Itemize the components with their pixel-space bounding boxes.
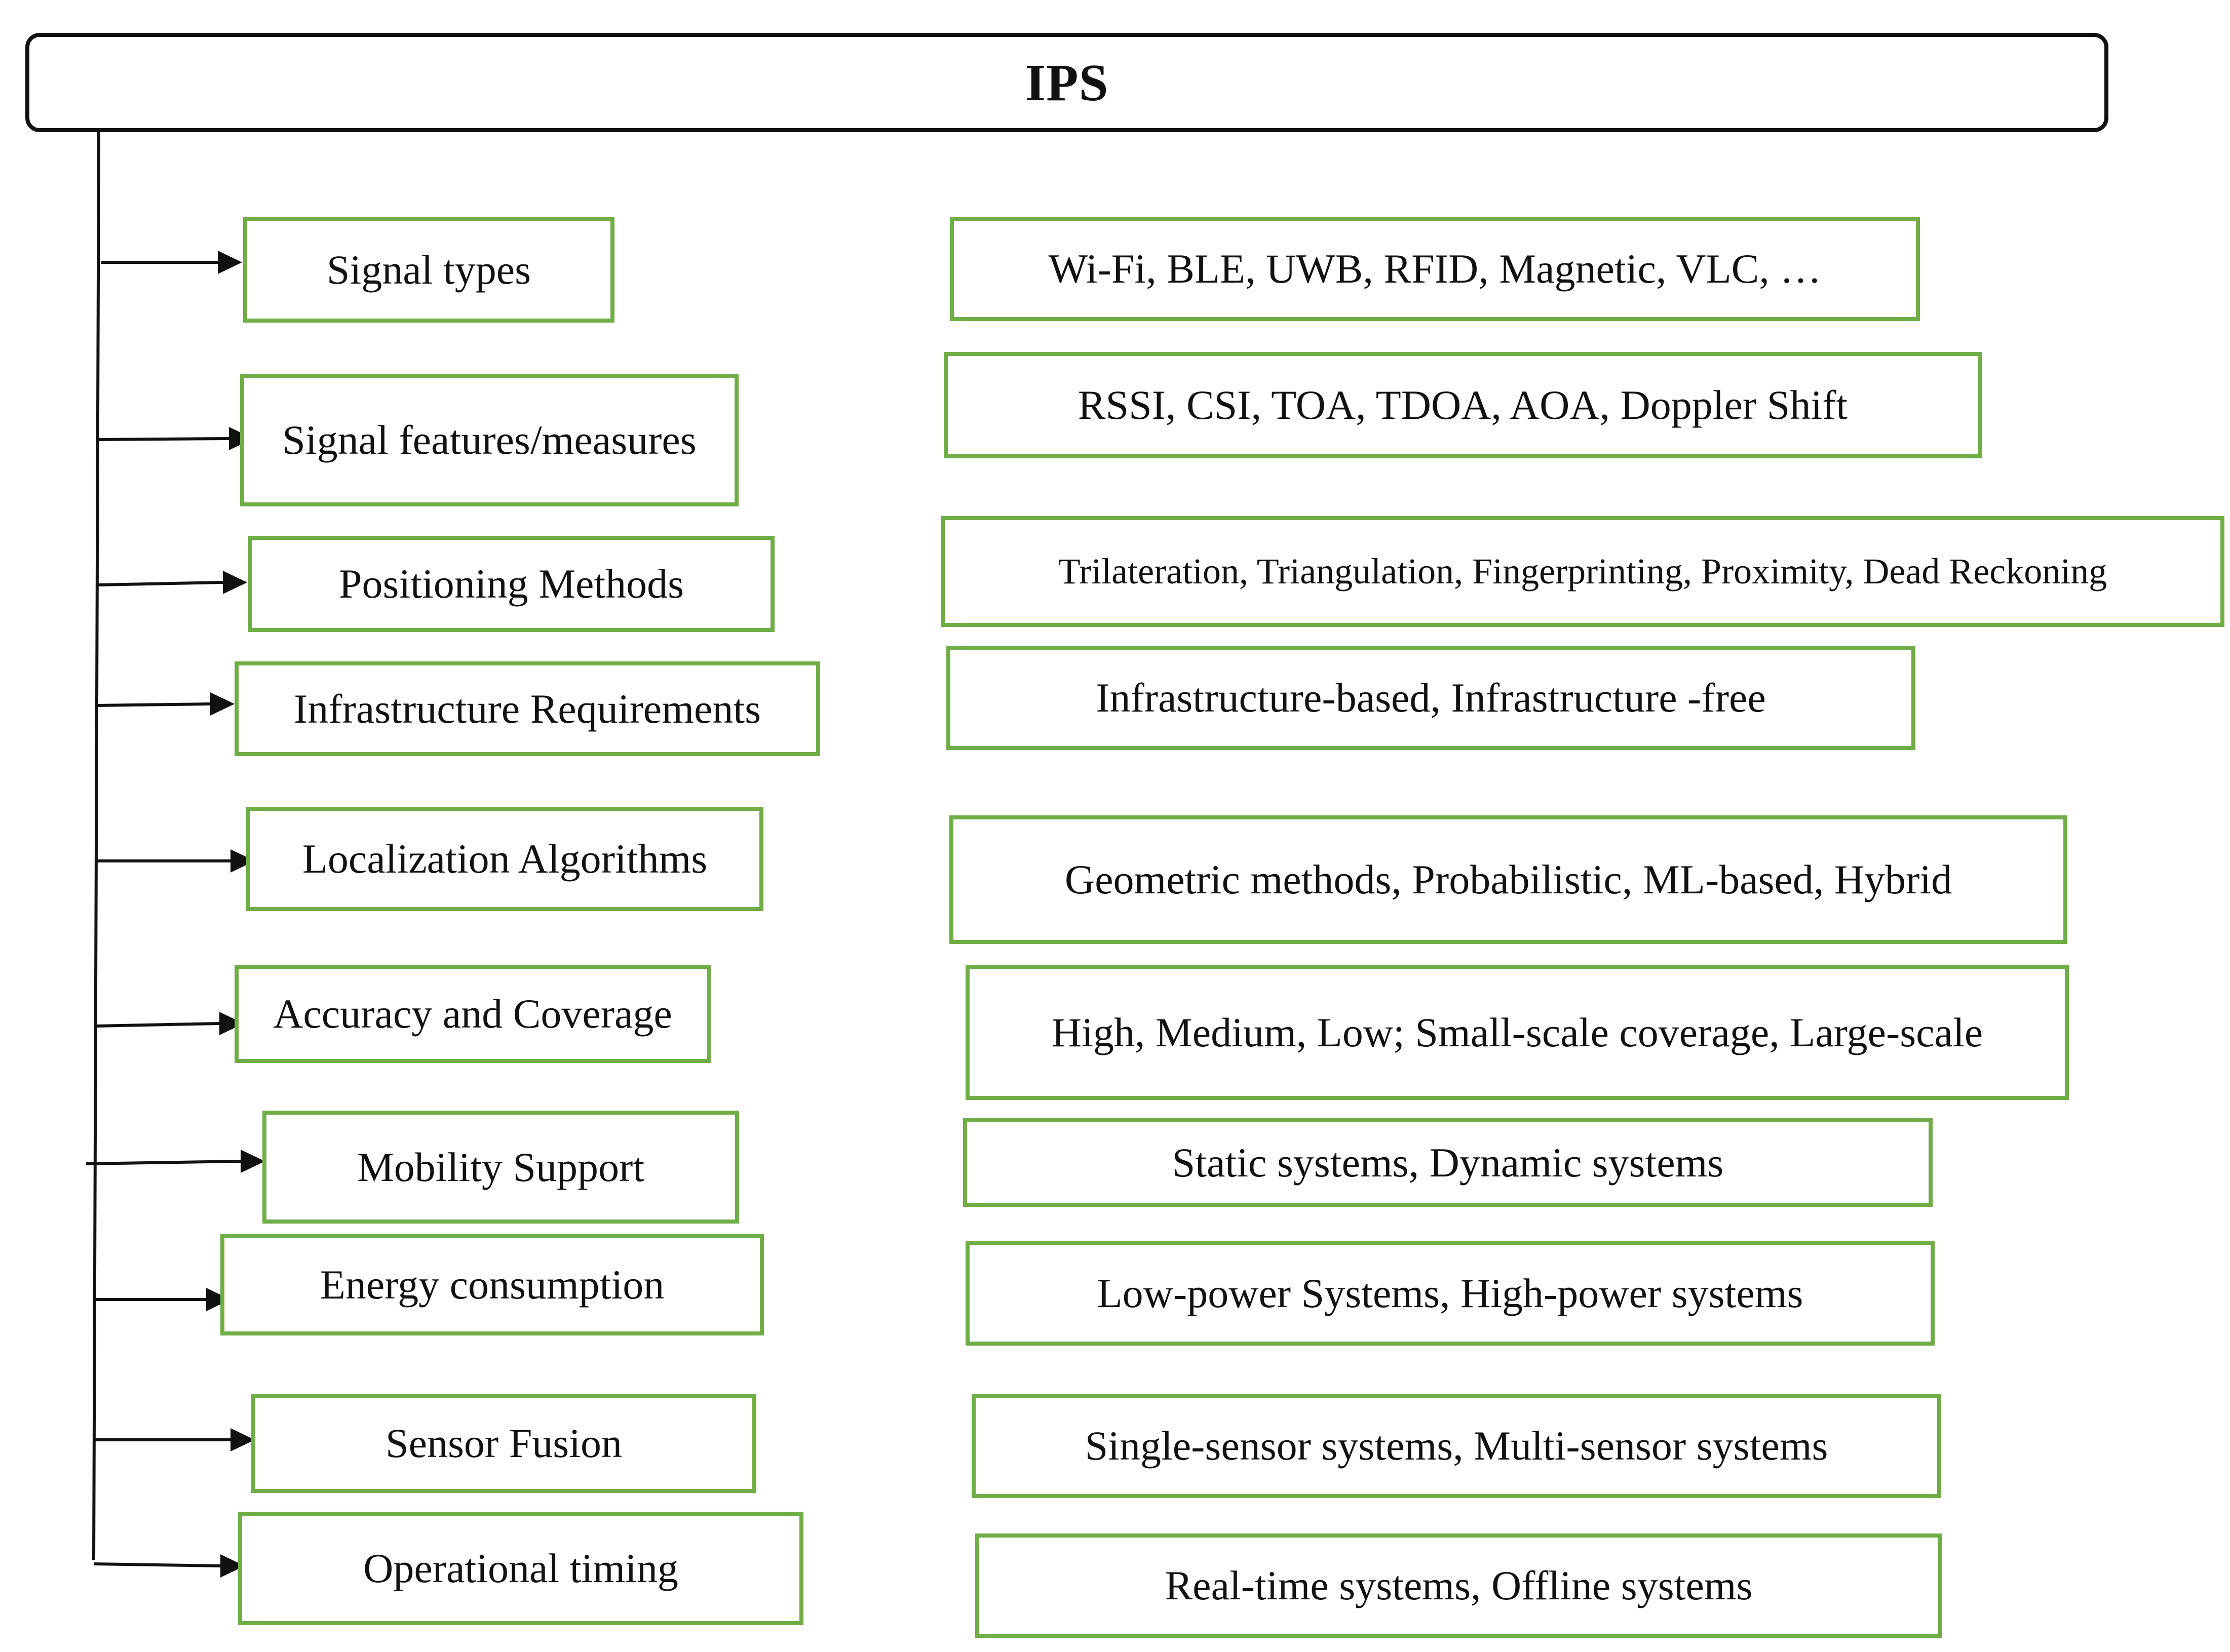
category-box-mobility-support	[262, 1111, 739, 1224]
values-label: Single-sensor systems, Multi-sensor systems	[1085, 1423, 1828, 1469]
values-box-operational-timing	[975, 1533, 1942, 1638]
values-box-signal-features	[944, 352, 1982, 458]
category-box-infrastructure-requirements	[235, 661, 820, 756]
values-label: Low-power Systems, High-power systems	[1097, 1270, 1803, 1316]
category-box-localization-algorithms	[246, 807, 763, 911]
branch-arrow-2	[98, 427, 253, 450]
category-label: Signal types	[326, 246, 531, 293]
category-label: Infrastructure Requirements	[293, 685, 761, 732]
values-box-infrastructure-requirements	[946, 646, 1915, 750]
category-box-operational-timing	[238, 1512, 803, 1625]
values-box-signal-types	[950, 217, 1920, 321]
values-box-mobility-support	[963, 1118, 1933, 1207]
category-label: Sensor Fusion	[385, 1420, 622, 1466]
category-box-signal-types	[243, 217, 614, 323]
branch-arrow-6	[95, 1012, 244, 1035]
root-title: IPS	[1025, 53, 1109, 112]
category-label: Positioning Methods	[338, 561, 684, 607]
values-label: Trilateration, Triangulation, Fingerprinting, Proximity, Dead Reckoning	[1058, 551, 2107, 592]
branch-arrow-7	[86, 1150, 265, 1173]
values-box-localization-algorithms	[949, 815, 2067, 944]
values-label: High, Medium, Low; Small-scale coverage, Large-scale	[1051, 1009, 1983, 1055]
values-label: Infrastructure-based, Infrastructure -free	[1096, 675, 1766, 721]
values-label: Real-time systems, Offline systems	[1165, 1562, 1753, 1608]
values-box-sensor-fusion	[972, 1394, 1941, 1498]
values-box-positioning-methods	[941, 516, 2224, 627]
branch-arrow-10	[94, 1554, 245, 1578]
category-label: Accuracy and Coverage	[273, 991, 672, 1037]
branch-arrow-5	[96, 849, 255, 873]
values-box-energy-consumption	[966, 1241, 1935, 1346]
branch-arrow-9	[94, 1428, 255, 1451]
category-label: Energy consumption	[320, 1261, 665, 1308]
values-label: Static systems, Dynamic systems	[1172, 1139, 1724, 1186]
values-label: Wi-Fi, BLE, UWB, RFID, Magnetic, VLC, …	[1048, 246, 1822, 292]
category-box-positioning-methods	[248, 536, 775, 632]
branch-arrow-3	[96, 571, 247, 594]
category-label: Localization Algorithms	[302, 836, 708, 882]
category-box-energy-consumption	[220, 1234, 764, 1335]
values-label: Geometric methods, Probabilistic, ML-based, Hybrid	[1064, 856, 1952, 902]
category-label: Mobility Support	[357, 1144, 645, 1190]
category-label: Operational timing	[363, 1545, 678, 1591]
category-box-sensor-fusion	[251, 1394, 756, 1493]
values-label: RSSI, CSI, TOA, TDOA, AOA, Doppler Shift	[1078, 382, 1848, 428]
category-label: Signal features/measures	[282, 417, 697, 463]
branch-arrow-8	[95, 1288, 230, 1311]
trunk-line	[94, 129, 99, 1560]
category-box-signal-features	[240, 374, 739, 506]
branch-arrow-4	[96, 692, 235, 716]
values-box-accuracy-coverage	[966, 965, 2069, 1100]
branch-arrow-1	[101, 251, 242, 274]
category-box-accuracy-coverage	[235, 965, 711, 1063]
